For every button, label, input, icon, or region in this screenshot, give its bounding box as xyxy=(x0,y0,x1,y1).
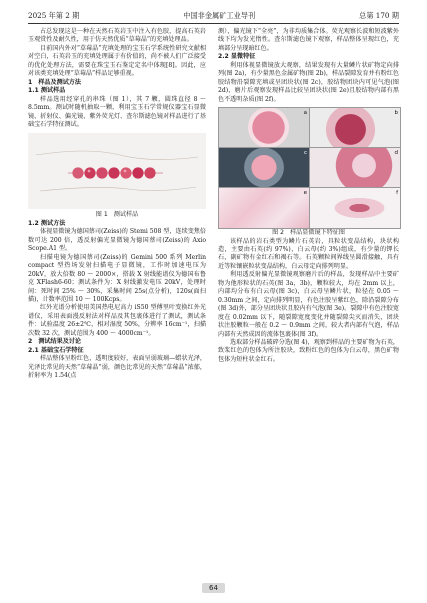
paragraph: 测），偏光镜下“全亮”，为非均质集合体。荧光观察长波和短波紫外线下均为发光惰性。查尔斯滤色镜下观察，样品整体呈现红色，充填部分呈现暗红色。 xyxy=(218,28,399,52)
paragraph: 红外光谱分析使用美国热电尼高力 iS50 型傅里叶变换红外光谱仪，采用表面漫反射法对样品及其包裹体进行了测试，测试条件：试验温度 26±2℃，相对湿度 50%，分辨率 16cm⁻¹，扫描次数 32 次，测试范围为 400 ～ 4000cm⁻¹。 xyxy=(28,304,206,337)
paragraph: 利用透反射偏光显微镜观察磨片后的样品，发现样品中主要矿物为他形粒状的石英(图 3a，3b)，颗粒较大，均在 2mm 以上，内部均分布有白云母(图 3c)，白云母呈鳞片状，粒径在 0.05 ～ 0.30mm 之间，定向排列明显，有色注胶呈紫红色，除沿裂隙分布(图 3d)外，部分呈团块状且胶内有气泡(图 3e)。裂隙中有色注胶宽度在 0.02mm 以下，随裂隙宽度变化并随裂隙尖灭而消失，团块状注胶颗粒一般在 0.2 ～ 0.9mm 之间，较大者内部有气泡，样品内部有天然成因的流体包裹体(图 3f)。 xyxy=(218,271,399,338)
panel-label: f xyxy=(396,190,398,197)
figure-2-caption: 图 2 样品显微镜下特征图 xyxy=(272,229,345,237)
subsection-heading: 2.1 基础宝石学特征 xyxy=(28,346,84,354)
paragraph: 利用体视显微镜放大观察，结果发现有大量鳞片状矿物定向排列(图 2a)，有少量黑色金属矿物(图 2b)，样品裂隙发育并有粉红色胶结物沿裂隙充填或呈团块状(图 2c)，胶结物团块内可见气泡(图 2d)，磨片后观察发现样品比较呈团块状(图 2e)且胶结物内部有黑色不透明杂质(图 2f)。 xyxy=(218,61,400,103)
micrograph-b xyxy=(309,107,401,148)
micrograph-f xyxy=(309,187,401,229)
paragraph: 该样品的岩石类型为鳞片石英岩，具粒状变晶结构，块状构造，主要由石英(约 97%)，白云母(约 3%)组成，有少量的钾长石，副矿物有金红石和褐石等。石英颗粒间界线呈圆滑接触，具有近等粒镶嵌粒状变晶结构，白云母定向排列明显。 xyxy=(218,237,399,270)
header-journal: 中国非金属矿工业导刊 xyxy=(183,11,256,20)
panel-label: a xyxy=(303,110,307,117)
paragraph: 样品选用经穿孔的串珠（图 1），其 7 颗，圆珠直径 8 ～ 8.5mm。测试时随机抽取一颗，利用宝玉石学常规仪器宝石显微镜、折射仪、偏光镜、紫外荧光灯、查尔斯滤色镜对样品进行了基础宝石学特征测试。 xyxy=(28,95,206,128)
panel-label: e xyxy=(303,190,307,197)
micrograph-e xyxy=(218,187,310,229)
subsection-heading: 1.2 测试方法 xyxy=(28,219,66,227)
running-header xyxy=(28,10,399,22)
left-column xyxy=(28,28,206,381)
section-heading: 1 样品及测试方法 xyxy=(28,78,81,86)
section-heading: 2 测试结果及讨论 xyxy=(28,338,81,346)
subsection-heading: 1.1 测试样品 xyxy=(28,87,66,95)
bead-strand-photo xyxy=(28,133,206,209)
header-rule xyxy=(28,23,399,24)
paragraph: 选取部分样品破碎分选(图 4)，观察到样品的主要矿物为石英，致浆红色的包体为所注胶块，致粉红色的包体为白云母，黑色矿物包体为短柱状金红石。 xyxy=(218,338,400,363)
micrograph-c xyxy=(218,147,310,188)
paragraph: 占总发现这是一种在天然石英岩玉中注入有色胶，提高石英岩玉观赏性及耐久性，用于仿天然优质“草莓晶”的充填处理品。 xyxy=(28,28,206,44)
header-total-issue: 总第 170 期 xyxy=(359,11,399,20)
paragraph: 目前国内外对“草莓晶”充填处理的宝玉石学系统性研究文献相对空白，石英岩玉的充填处理属于有价值的，尚不被人们广泛接受的优化处理方法，需要在珠宝玉石鉴定定名中体现[8]。因此，应对该类充填处理“草莓晶”样品足够重视。 xyxy=(28,44,206,78)
figure-1-sample-photo xyxy=(28,133,206,209)
figure-1-caption: 图 1 测试样品 xyxy=(95,211,139,219)
right-column xyxy=(218,28,399,364)
paragraph: 样品整体呈粉红色，透明度较好，表面呈弱玻璃—蜡状光泽，光泽比常见的天然“草莓晶”弱，颜色比常见的天然“草莓晶”浓郁，折射率为 1.54(点 xyxy=(28,355,206,380)
header-issue: 2025 年第 2 期 xyxy=(28,11,80,20)
panel-label: d xyxy=(394,150,398,157)
subsection-heading: 2.2 显微特征 xyxy=(218,53,256,61)
micrograph-a xyxy=(218,107,310,148)
micrograph-d xyxy=(309,147,401,188)
page-number-label: 64 xyxy=(202,583,225,593)
figure-2-micrographs xyxy=(218,107,399,227)
paragraph: 扫描电镜为德国蔡司(Zeiss)的 Gemini 500 系列 Merlin compact 型热场发射扫描电子显微镜，工作时加速电压为 20kV，放大倍数 80 ～ 2000×，搭载 X 射线能谱仪为德国布鲁克 XFlash6-60；测试条件为：X 射线激发电压 20kV，处理时间：死时间 25% ～ 30%，采集时间 25s(点分析)，120s(面扫描)，计数率范围 10 ～ 100Kcps。 xyxy=(28,253,206,303)
paragraph: 体视显微镜为德国蔡司(Zeiss)的 Stemi 508 型，连续变焦倍数可达 200 倍，透反射偏光显微镜为德国蔡司(Zeiss)的 Axio Scope.A1 型。 xyxy=(28,228,206,253)
panel-label: b xyxy=(394,110,398,117)
page-number xyxy=(0,583,427,593)
panel-label: c xyxy=(303,150,307,157)
